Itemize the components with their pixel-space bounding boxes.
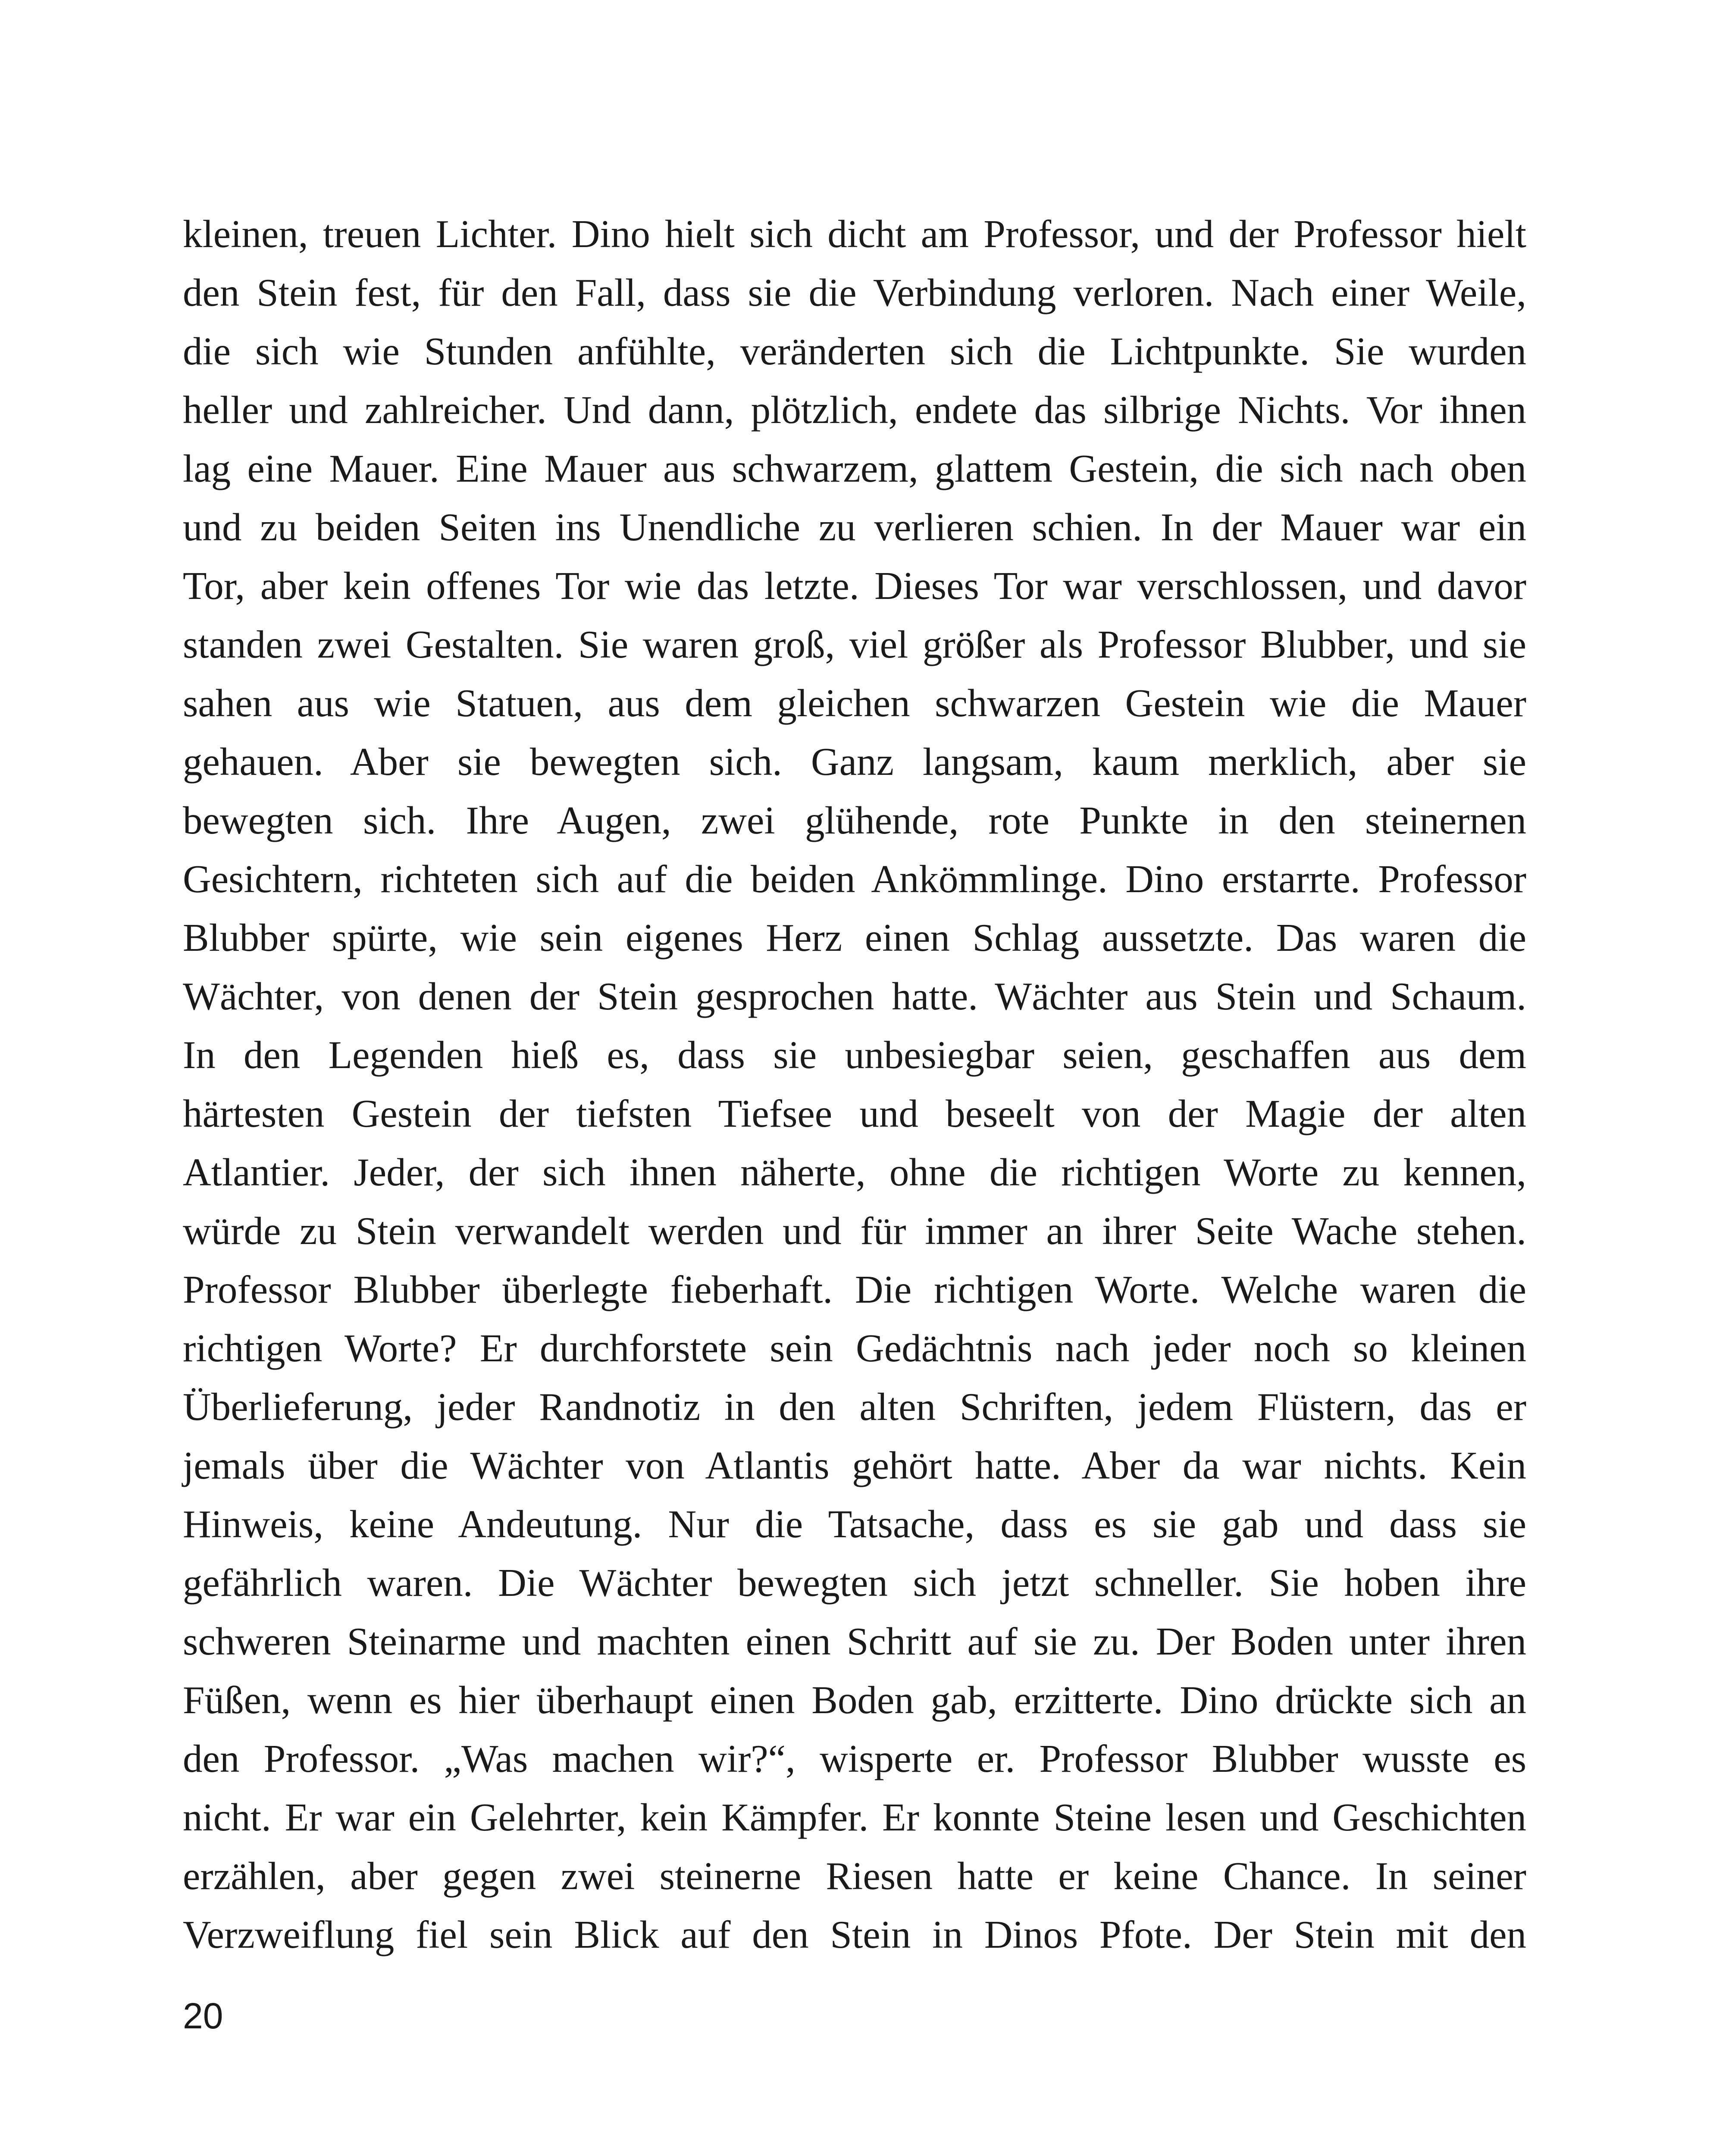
text-line: Atlantier. Jeder, der sich ihnen näherte, ohne die richtigen Worte zu kennen, bbox=[183, 1150, 1526, 1194]
text-line: Gesichtern, richteten sich auf die beiden Ankömmlinge. Dino erstarrte. Professor bbox=[183, 857, 1526, 901]
text-line: schweren Steinarme und machten einen Schritt auf sie zu. Der Boden unter ihren bbox=[183, 1620, 1526, 1663]
text-line: den Stein fest, für den Fall, dass sie die Verbindung verloren. Nach einer Weile, bbox=[183, 271, 1526, 314]
text-line: gefährlich waren. Die Wächter bewegten sich jetzt schneller. Sie hoben ihre bbox=[183, 1561, 1526, 1604]
text-line: Tor, aber kein offenes Tor wie das letzte. Dieses Tor war verschlossen, und davor bbox=[183, 564, 1526, 608]
text-line: die sich wie Stunden anfühlte, veränderten sich die Lichtpunkte. Sie wurden bbox=[183, 329, 1526, 373]
text-line: härtesten Gestein der tiefsten Tiefsee und beseelt von der Magie der alten bbox=[183, 1092, 1526, 1135]
text-line: gehauen. Aber sie bewegten sich. Ganz langsam, kaum merklich, aber sie bbox=[183, 740, 1526, 783]
text-line: würde zu Stein verwandelt werden und für immer an ihrer Seite Wache stehen. bbox=[183, 1209, 1526, 1253]
text-line: richtigen Worte? Er durchforstete sein Gedächtnis nach jeder noch so kleinen bbox=[183, 1326, 1526, 1370]
text-line: Hinweis, keine Andeutung. Nur die Tatsache, dass es sie gab und dass sie bbox=[183, 1502, 1526, 1546]
page-number: 20 bbox=[183, 1996, 223, 2036]
text-line: heller und zahlreicher. Und dann, plötzlich, endete das silbrige Nichts. Vor ihnen bbox=[183, 388, 1526, 432]
text-line: In den Legenden hieß es, dass sie unbesiegbar seien, geschaffen aus dem bbox=[183, 1033, 1526, 1077]
text-line: und zu beiden Seiten ins Unendliche zu verlieren schien. In der Mauer war ein bbox=[183, 505, 1526, 549]
text-line: lag eine Mauer. Eine Mauer aus schwarzem, glattem Gestein, die sich nach oben bbox=[183, 447, 1526, 490]
text-line: nicht. Er war ein Gelehrter, kein Kämpfer. Er konnte Steine lesen und Geschichten bbox=[183, 1796, 1526, 1839]
text-line: Überlieferung, jeder Randnotiz in den alten Schriften, jedem Flüstern, das er bbox=[183, 1385, 1526, 1429]
text-line: bewegten sich. Ihre Augen, zwei glühende, rote Punkte in den steinernen bbox=[183, 799, 1526, 842]
text-line: erzählen, aber gegen zwei steinerne Riesen hatte er keine Chance. In seiner bbox=[183, 1854, 1526, 1898]
text-line: Wächter, von denen der Stein gesprochen hatte. Wächter aus Stein und Schaum. bbox=[183, 975, 1526, 1018]
text-line: Professor Blubber überlegte fieberhaft. Die richtigen Worte. Welche waren die bbox=[183, 1268, 1526, 1311]
text-line: Blubber spürte, wie sein eigenes Herz einen Schlag aussetzte. Das waren die bbox=[183, 916, 1526, 959]
body-text bbox=[183, 205, 1526, 1964]
text-line: sahen aus wie Statuen, aus dem gleichen schwarzen Gestein wie die Mauer bbox=[183, 681, 1526, 725]
text-line: jemals über die Wächter von Atlantis gehört hatte. Aber da war nichts. Kein bbox=[183, 1444, 1526, 1487]
text-line: den Professor. „Was machen wir?“, wisperte er. Professor Blubber wusste es bbox=[183, 1737, 1526, 1780]
text-line: standen zwei Gestalten. Sie waren groß, viel größer als Professor Blubber, und sie bbox=[183, 623, 1526, 666]
text-line: kleinen, treuen Lichter. Dino hielt sich dicht am Professor, und der Professor hielt bbox=[183, 212, 1526, 256]
text-line: Verzweiflung fiel sein Blick auf den Stein in Dinos Pfote. Der Stein mit den bbox=[183, 1913, 1526, 1956]
text-line: Füßen, wenn es hier überhaupt einen Boden gab, erzitterte. Dino drückte sich an bbox=[183, 1678, 1526, 1722]
